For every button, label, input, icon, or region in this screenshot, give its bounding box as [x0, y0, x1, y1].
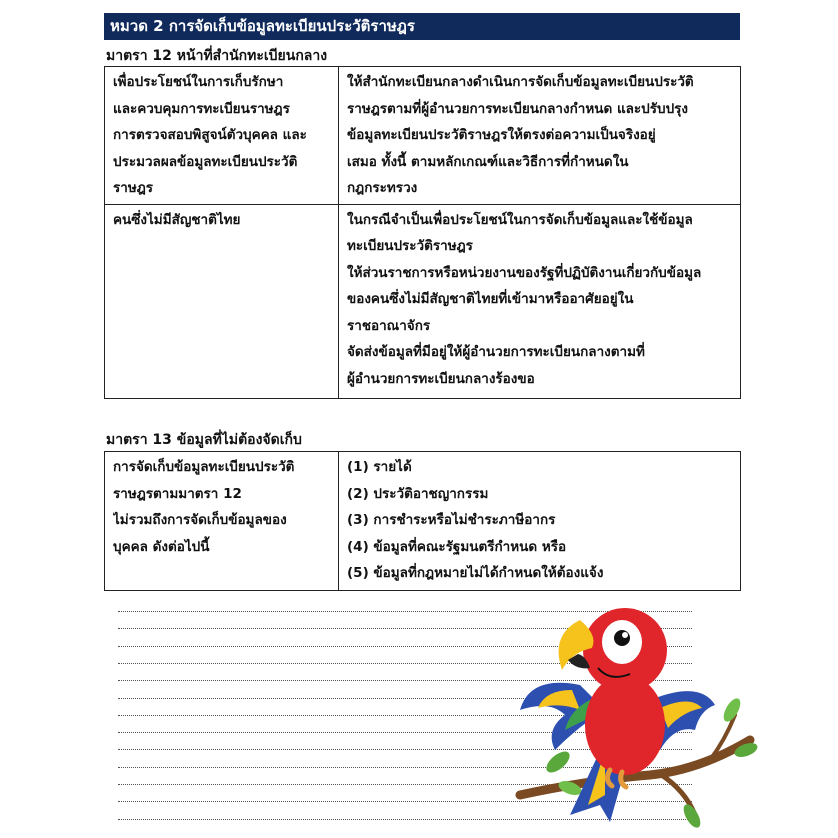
cell-line: การตรวจสอบพิสูจน์ตัวบุคคล และ — [113, 127, 307, 143]
parrot-illustration — [510, 590, 760, 830]
cell-line: การจัดเก็บข้อมูลทะเบียนประวัติ — [113, 459, 295, 475]
cell-line: ไม่รวมถึงการจัดเก็บข้อมูลของ — [113, 512, 287, 528]
list-item: (4) ข้อมูลที่คณะรัฐมนตรีกำหนด หรือ — [347, 538, 567, 555]
cell-line: ราชอาณาจักร — [347, 317, 431, 334]
non-thai-cell — [105, 204, 339, 398]
cell-line: ประมวลผลข้อมูลทะเบียนประวัติ — [113, 153, 298, 170]
section-13-table — [104, 451, 741, 591]
purpose-cell — [105, 67, 339, 205]
cell-line: จัดส่งข้อมูลที่มีอยู่ให้ผู้อำนวยการทะเบียนกลางตามที่ — [347, 344, 645, 360]
chapter-title: หมวด 2 การจัดเก็บข้อมูลทะเบียนประวัติราษฎร — [104, 13, 740, 40]
cell-line: และควบคุมการทะเบียนราษฎร — [113, 100, 290, 117]
section-13-title: มาตรา 13 ข้อมูลที่ไม่ต้องจัดเก็บ — [106, 432, 302, 448]
cell-line: ทะเบียนประวัติราษฎร — [347, 238, 473, 254]
cell-line: บุคคล ดังต่อไปนี้ — [113, 538, 210, 555]
cell-line: กฎกระทรวง — [347, 180, 418, 196]
table-row — [105, 204, 741, 398]
cell-line: ผู้อำนวยการทะเบียนกลางร้องขอ — [347, 370, 535, 387]
cell-line: ให้ส่วนราชการหรือหน่วยงานของรัฐที่ปฏิบัติงานเกี่ยวกับข้อมูล — [347, 264, 702, 281]
cell-line: ของคนซึ่งไม่มีสัญชาติไทยที่เข้ามาหรืออาศัยอยู่ใน — [347, 291, 634, 307]
section-12-title: มาตรา 12 หน้าที่สำนักทะเบียนกลาง — [106, 48, 328, 64]
table-row — [105, 452, 741, 591]
list-item: (1) รายได้ — [347, 459, 412, 475]
cell-line: ข้อมูลทะเบียนประวัติราษฎรให้ตรงต่อความเป็นจริงอยู่ — [347, 127, 656, 143]
list-item: (2) ประวัติอาชญากรรม — [347, 485, 489, 502]
exclusion-cell — [105, 452, 339, 591]
cell-line: เสมอ ทั้งนี้ ตามหลักเกณฑ์และวิธีการที่กำหนดใน — [347, 153, 629, 170]
cell-line: ราษฎรตามที่ผู้อำนวยการทะเบียนกลางกำหนด และปรับปรุง — [347, 100, 688, 117]
section-12-table — [104, 66, 741, 399]
cell-line: คนซึ่งไม่มีสัญชาติไทย — [113, 211, 241, 228]
non-thai-duty-cell — [339, 204, 741, 398]
cell-line: ในกรณีจำเป็นเพื่อประโยชน์ในการจัดเก็บข้อมูลและใช้ข้อมูล — [347, 211, 693, 228]
cell-line: ราษฎร — [113, 180, 154, 196]
table-row — [105, 67, 741, 205]
exclusion-list-cell — [339, 452, 741, 591]
duty-cell — [339, 67, 741, 205]
cell-line: เพื่อประโยชน์ในการเก็บรักษา — [113, 74, 284, 90]
cell-line: ให้สำนักทะเบียนกลางดำเนินการจัดเก็บข้อมูลทะเบียนประวัติ — [347, 74, 694, 90]
cell-line: ราษฎรตามมาตรา 12 — [113, 485, 242, 502]
list-item: (3) การชำระหรือไม่ชำระภาษีอากร — [347, 512, 556, 528]
list-item: (5) ข้อมูลที่กฎหมายไม่ได้กำหนดให้ต้องแจ้ง — [347, 565, 604, 581]
